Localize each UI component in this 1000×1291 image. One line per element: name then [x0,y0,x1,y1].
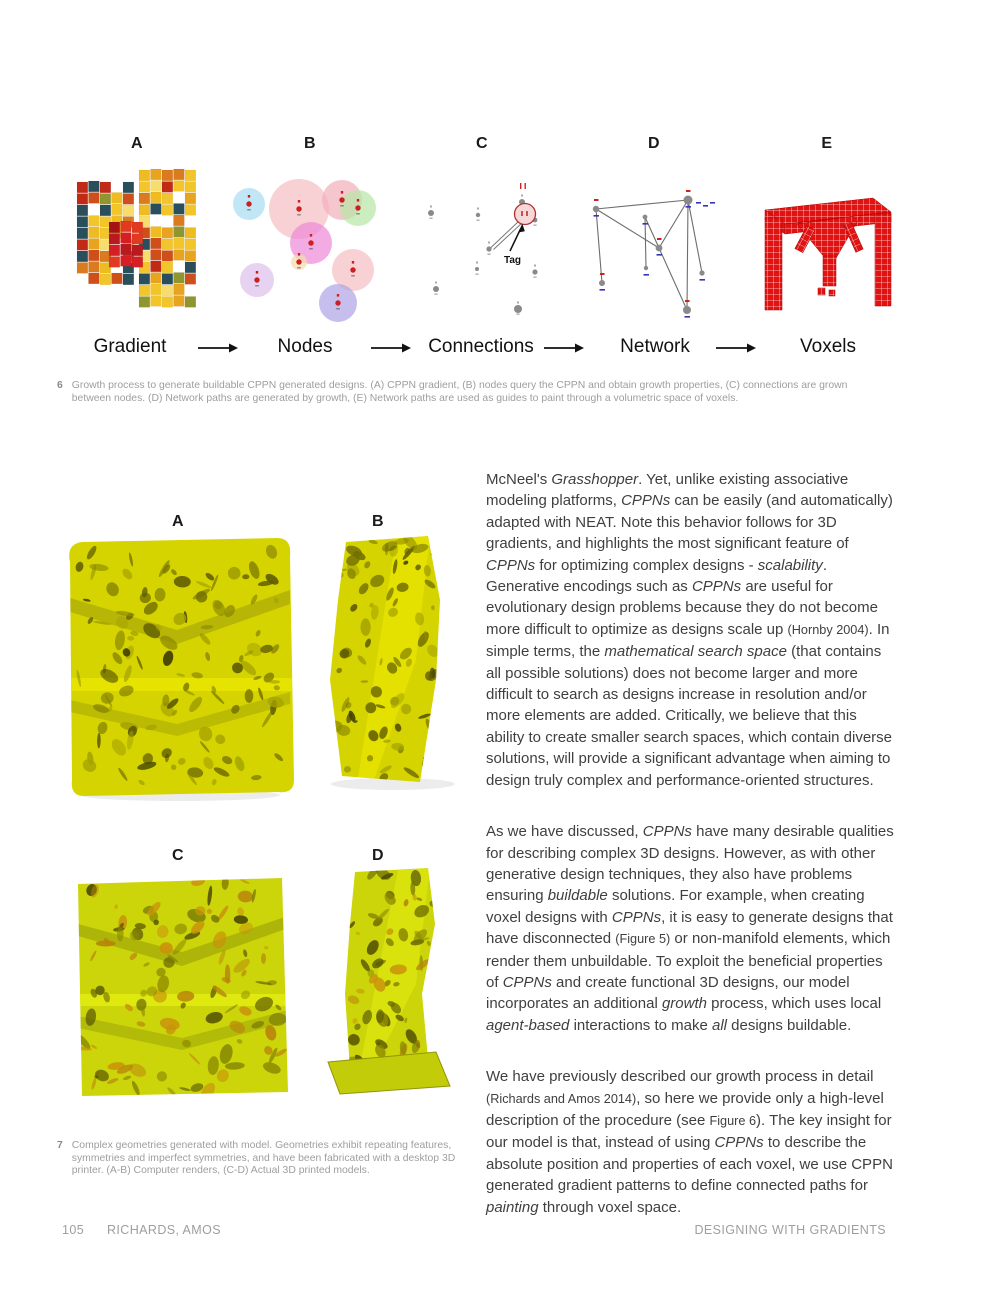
print-c-image [72,866,292,1106]
paragraph-2: As we have discussed, CPPNs have many desirable qualities for describing complex 3D designs. However, as with other generative design techniques, they also have problems ensuring buildable solutions. For example, when creating voxel designs with CPPNs, it is easy to generate designs that have disconnected (Figure 5) or non-manifold elements, which render them unbuildable. To exploit the beneficial properties of CPPNs and create functional 3D designs, our model incorporates an additional growth process, which uses local agent-based interactions to make all designs buildable. [486,823,894,1034]
gradient-voxels-image [75,166,205,318]
flow-label-voxels: Voxels [800,336,856,357]
figure7-caption-number: 7 [57,1140,63,1151]
figure6-letter-a: A [130,135,144,152]
flow-arrow-4 [716,342,756,354]
figure6-caption-text: Growth process to generate buildable CPPN generated designs. (A) CPPN gradient, (B) nodes query the CPPN and obtain growth properties, (C) connections are grown between nodes. (D) Network paths are generated by growth, (E) Network paths are used as guides to paint through a volumetric space of voxels. [71,380,848,404]
figure6-letter-c: C [475,135,489,152]
paragraph-3: We have previously described our growth process in detail (Richards and Amos 2014), so here we provide only a high-level description of the procedure (see Figure 6). The key insight for our model is that, instead of using CPPNs to describe the absolute position and properties of each voxel, we use CPPN generated gradient patterns to define connected paths for painting through voxel space. [486,1068,893,1216]
flow-label-gradient: Gradient [93,336,167,357]
voxel-table-image [755,180,900,320]
flow-arrow-2 [371,342,411,354]
render-b-image [308,530,458,794]
figure7-caption-text: Complex geometries generated with model. Geometries exhibit repeating features, symmetries and imperfect symmetries, and have been fabricated with a desktop 3D printer. (A-B) Computer renders, (C-D) Actual 3D printed models. [71,1140,456,1176]
nodes-image [225,173,395,325]
connections-image [420,172,560,335]
flow-label-nodes: Nodes [277,336,333,357]
flow-arrow-3 [544,342,584,354]
print-d-image [310,864,455,1102]
figure6-caption [57,380,857,405]
figure7-letter-d: D [371,847,385,864]
tag-label: Tag [504,255,522,266]
paragraph-1: McNeel's Grasshopper. Yet, unlike existing associative modeling platforms, CPPNs can be easily (and automatically) adapted with NEAT. Note this behavior follows for 3D gradients, and highlights the most significant feature of CPPNs for optimizing complex designs - scalability. Generative encodings such as CPPNs are useful for evolutionary design problems because they do not become more difficult to optimize as designs scale up (Hornby 2004). In simple terms, the mathematical search space (that contains all possible solutions) does not become larger and more difficult to search as designs increase in resolution and/or more elements are added. Critically, we believe that this ability to create smaller search spaces, which contain diverse solutions, will provide a significant advantage when aiming to design truly complex and performance-oriented structures. [486,471,893,789]
flow-arrow-1 [198,342,238,354]
article-column [486,469,898,1248]
figure6-caption-number: 6 [57,380,63,391]
network-image [580,175,740,335]
flow-label-network: Network [620,336,690,357]
tagged-node [515,204,536,225]
flow-label-connections: Connections [428,336,534,357]
page-number: 105 [62,1223,85,1237]
running-authors: RICHARDS, AMOS [107,1223,221,1237]
render-a-image [62,532,297,804]
running-title: DESIGNING WITH GRADIENTS [694,1223,886,1237]
figure6-letter-d: D [647,135,661,152]
figure7-letter-a: A [171,513,185,530]
figure6-letter-e: E [821,135,833,152]
figure7-caption [57,1140,457,1178]
figure7-letter-b: B [371,513,385,530]
figure6-letter-b: B [303,135,317,152]
figure7-letter-c: C [171,847,185,864]
